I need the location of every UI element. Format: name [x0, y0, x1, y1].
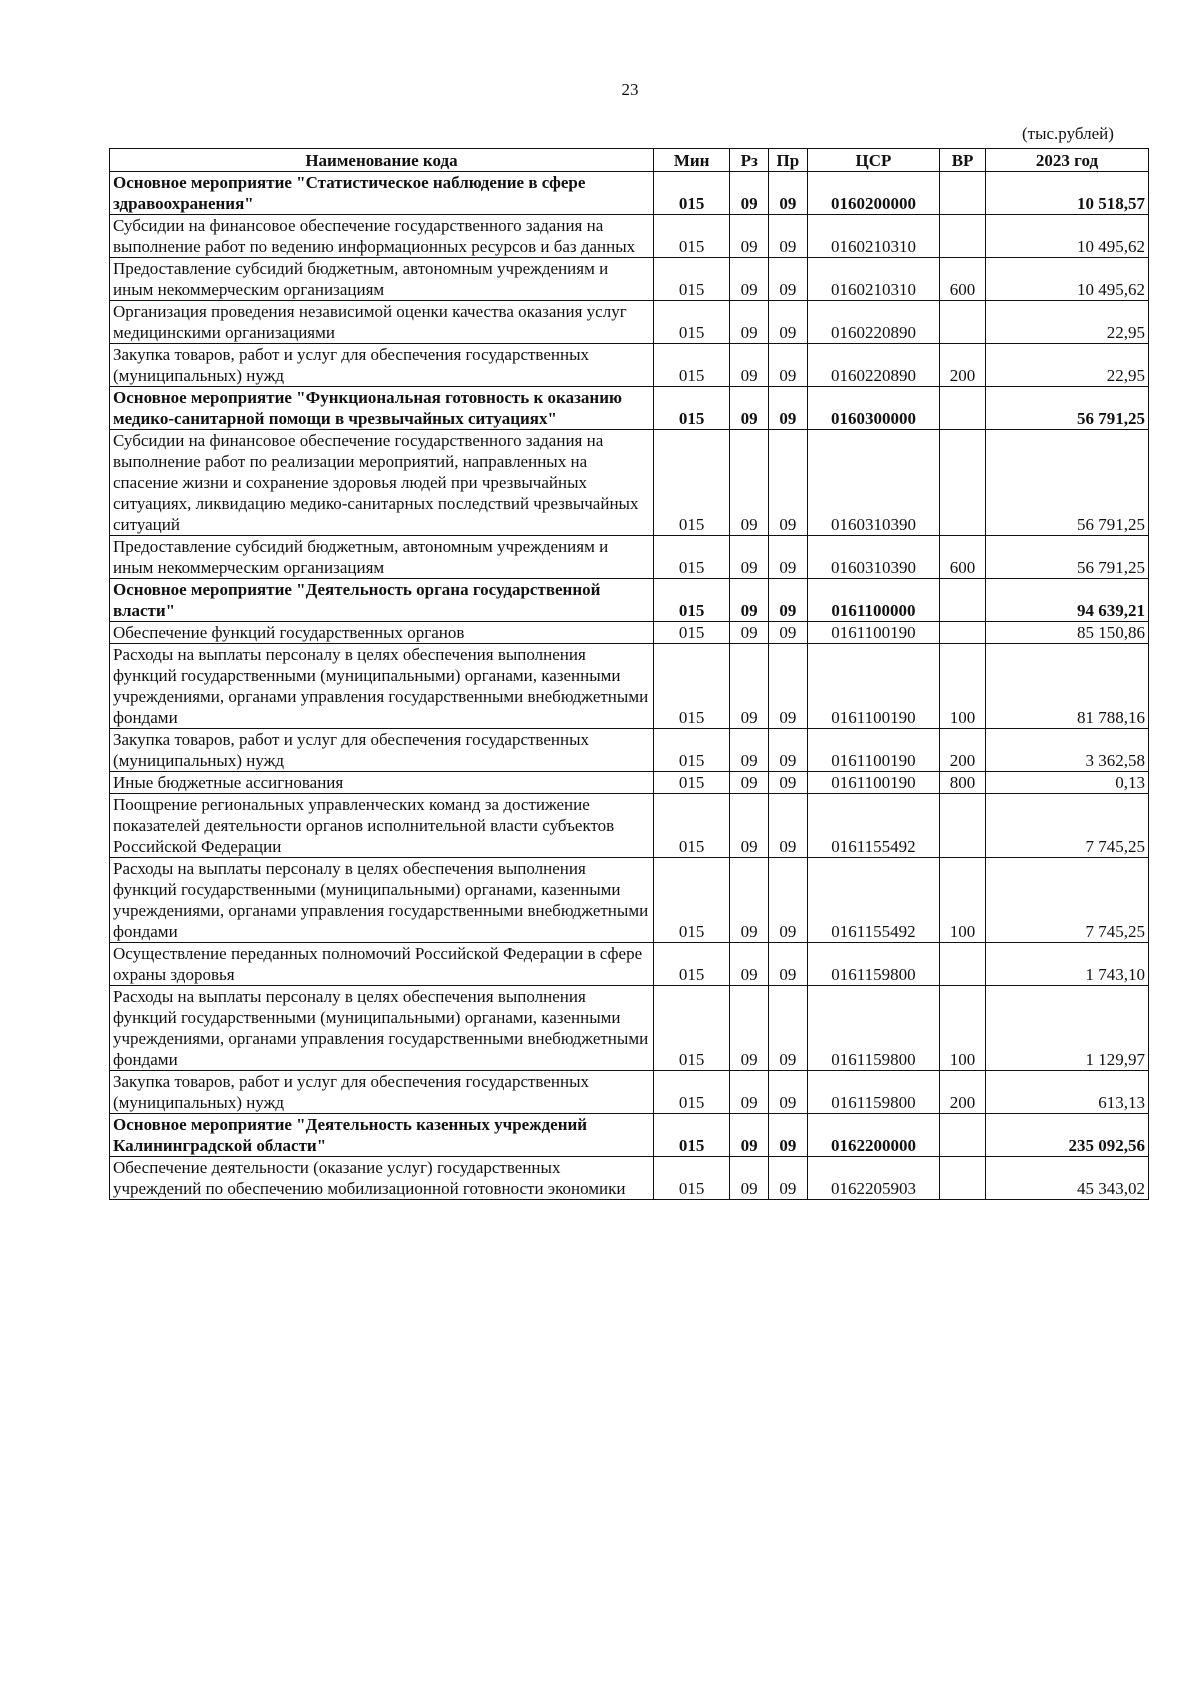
cell-pr: 09: [769, 1157, 808, 1200]
cell-amount: 7 745,25: [985, 794, 1148, 858]
cell-amount: 56 791,25: [985, 387, 1148, 430]
cell-amount: 22,95: [985, 344, 1148, 387]
cell-vr: [940, 387, 986, 430]
cell-csr: 0161100190: [807, 622, 939, 644]
cell-vr: [940, 215, 986, 258]
table-row: [110, 1071, 1149, 1114]
cell-csr: 0160300000: [807, 387, 939, 430]
table-row: [110, 344, 1149, 387]
cell-pr: 09: [769, 622, 808, 644]
header-name: Наименование кода: [110, 149, 654, 172]
cell-pr: 09: [769, 794, 808, 858]
cell-min: 015: [653, 536, 729, 579]
cell-rz: 09: [730, 858, 769, 943]
cell-amount: 10 518,57: [985, 172, 1148, 215]
cell-rz: 09: [730, 1157, 769, 1200]
cell-csr: 0161100190: [807, 772, 939, 794]
cell-name: Закупка товаров, работ и услуг для обеспечения государственных (муниципальных) нужд: [110, 1071, 654, 1114]
cell-min: 015: [653, 430, 729, 536]
cell-pr: 09: [769, 430, 808, 536]
table-row: [110, 858, 1149, 943]
cell-vr: 800: [940, 772, 986, 794]
cell-rz: 09: [730, 943, 769, 986]
cell-vr: 600: [940, 536, 986, 579]
cell-vr: 200: [940, 1071, 986, 1114]
cell-rz: 09: [730, 986, 769, 1071]
cell-csr: 0161159800: [807, 943, 939, 986]
cell-pr: 09: [769, 729, 808, 772]
cell-min: 015: [653, 794, 729, 858]
cell-name: Организация проведения независимой оценки качества оказания услуг медицинскими организациями: [110, 301, 654, 344]
table-row: [110, 729, 1149, 772]
cell-pr: 09: [769, 579, 808, 622]
cell-min: 015: [653, 622, 729, 644]
cell-rz: 09: [730, 387, 769, 430]
cell-rz: 09: [730, 344, 769, 387]
table-row: [110, 644, 1149, 729]
cell-pr: 09: [769, 215, 808, 258]
cell-name: Расходы на выплаты персоналу в целях обеспечения выполнения функций государственными (муниципальными) органами, казенными учреждениями, органами управления государственными внебюджетными фондами: [110, 858, 654, 943]
cell-rz: 09: [730, 1071, 769, 1114]
cell-rz: 09: [730, 579, 769, 622]
cell-csr: 0160210310: [807, 215, 939, 258]
cell-pr: 09: [769, 1114, 808, 1157]
table-row: [110, 430, 1149, 536]
cell-vr: [940, 301, 986, 344]
cell-vr: [940, 430, 986, 536]
cell-name: Основное мероприятие "Деятельность органа государственной власти": [110, 579, 654, 622]
table-row: [110, 579, 1149, 622]
cell-min: 015: [653, 387, 729, 430]
cell-amount: 7 745,25: [985, 858, 1148, 943]
header-csr: ЦСР: [807, 149, 939, 172]
cell-vr: 600: [940, 258, 986, 301]
cell-min: 015: [653, 1157, 729, 1200]
cell-csr: 0162205903: [807, 1157, 939, 1200]
cell-amount: 1 129,97: [985, 986, 1148, 1071]
cell-pr: 09: [769, 943, 808, 986]
cell-csr: 0162200000: [807, 1114, 939, 1157]
table-row: [110, 1157, 1149, 1200]
cell-rz: 09: [730, 644, 769, 729]
cell-amount: 85 150,86: [985, 622, 1148, 644]
table-row: [110, 172, 1149, 215]
table-header-row: [110, 149, 1149, 172]
cell-pr: 09: [769, 644, 808, 729]
cell-name: Закупка товаров, работ и услуг для обеспечения государственных (муниципальных) нужд: [110, 344, 654, 387]
units-label: (тыс.рублей): [1022, 124, 1114, 143]
cell-csr: 0161155492: [807, 858, 939, 943]
cell-vr: 100: [940, 644, 986, 729]
cell-name: Расходы на выплаты персоналу в целях обеспечения выполнения функций государственными (муниципальными) органами, казенными учреждениями, органами управления государственными внебюджетными фондами: [110, 986, 654, 1071]
cell-min: 015: [653, 172, 729, 215]
cell-csr: 0160220890: [807, 344, 939, 387]
cell-min: 015: [653, 579, 729, 622]
cell-name: Обеспечение функций государственных органов: [110, 622, 654, 644]
header-vr: ВР: [940, 149, 986, 172]
cell-vr: [940, 1114, 986, 1157]
table-row: [110, 387, 1149, 430]
cell-min: 015: [653, 644, 729, 729]
cell-amount: 1 743,10: [985, 943, 1148, 986]
cell-rz: 09: [730, 215, 769, 258]
table-row: [110, 536, 1149, 579]
cell-csr: 0161159800: [807, 986, 939, 1071]
cell-vr: 100: [940, 858, 986, 943]
cell-rz: 09: [730, 622, 769, 644]
header-min: Мин: [653, 149, 729, 172]
cell-rz: 09: [730, 430, 769, 536]
cell-pr: 09: [769, 258, 808, 301]
cell-vr: [940, 943, 986, 986]
budget-table: [109, 148, 1149, 1200]
cell-csr: 0161155492: [807, 794, 939, 858]
cell-min: 015: [653, 1071, 729, 1114]
cell-min: 015: [653, 344, 729, 387]
cell-rz: 09: [730, 772, 769, 794]
cell-min: 015: [653, 943, 729, 986]
cell-name: Основное мероприятие "Деятельность казенных учреждений Калининградской области": [110, 1114, 654, 1157]
cell-name: Предоставление субсидий бюджетным, автономным учреждениям и иным некоммерческим организациям: [110, 258, 654, 301]
cell-csr: 0161100190: [807, 729, 939, 772]
cell-pr: 09: [769, 344, 808, 387]
table-row: [110, 943, 1149, 986]
cell-vr: 100: [940, 986, 986, 1071]
cell-pr: 09: [769, 1071, 808, 1114]
cell-amount: 81 788,16: [985, 644, 1148, 729]
table-row: [110, 258, 1149, 301]
cell-rz: 09: [730, 536, 769, 579]
cell-min: 015: [653, 858, 729, 943]
cell-amount: 22,95: [985, 301, 1148, 344]
cell-csr: 0161100190: [807, 644, 939, 729]
cell-name: Поощрение региональных управленческих команд за достижение показателей деятельности органов исполнительной власти субъектов Российской Федерации: [110, 794, 654, 858]
cell-name: Предоставление субсидий бюджетным, автономным учреждениям и иным некоммерческим организациям: [110, 536, 654, 579]
cell-amount: 56 791,25: [985, 430, 1148, 536]
cell-min: 015: [653, 301, 729, 344]
cell-min: 015: [653, 729, 729, 772]
cell-name: Субсидии на финансовое обеспечение государственного задания на выполнение работ по ведению информационных ресурсов и баз данных: [110, 215, 654, 258]
cell-rz: 09: [730, 729, 769, 772]
table-row: [110, 215, 1149, 258]
cell-pr: 09: [769, 301, 808, 344]
cell-csr: 0160200000: [807, 172, 939, 215]
cell-amount: 56 791,25: [985, 536, 1148, 579]
cell-amount: 3 362,58: [985, 729, 1148, 772]
cell-csr: 0160310390: [807, 536, 939, 579]
cell-vr: 200: [940, 729, 986, 772]
cell-name: Основное мероприятие "Статистическое наблюдение в сфере здравоохранения": [110, 172, 654, 215]
table-row: [110, 622, 1149, 644]
cell-csr: 0160220890: [807, 301, 939, 344]
cell-vr: [940, 622, 986, 644]
cell-name: Осуществление переданных полномочий Российской Федерации в сфере охраны здоровья: [110, 943, 654, 986]
cell-pr: 09: [769, 986, 808, 1071]
cell-pr: 09: [769, 772, 808, 794]
cell-name: Иные бюджетные ассигнования: [110, 772, 654, 794]
cell-vr: [940, 1157, 986, 1200]
cell-csr: 0160210310: [807, 258, 939, 301]
table-row: [110, 986, 1149, 1071]
cell-name: Закупка товаров, работ и услуг для обеспечения государственных (муниципальных) нужд: [110, 729, 654, 772]
cell-amount: 235 092,56: [985, 1114, 1148, 1157]
cell-rz: 09: [730, 301, 769, 344]
cell-amount: 10 495,62: [985, 258, 1148, 301]
header-pr: Пр: [769, 149, 808, 172]
header-rz: Рз: [730, 149, 769, 172]
cell-vr: [940, 579, 986, 622]
cell-name: Субсидии на финансовое обеспечение государственного задания на выполнение работ по реализации мероприятий, направленных на спасение жизни и сохранение здоровья людей при чрезвычайных ситуациях, ликвидацию медико-санитарных последствий чрезвычайных ситуаций: [110, 430, 654, 536]
cell-pr: 09: [769, 536, 808, 579]
cell-min: 015: [653, 258, 729, 301]
page-number: 23: [621, 80, 639, 99]
cell-min: 015: [653, 772, 729, 794]
cell-pr: 09: [769, 172, 808, 215]
table-row: [110, 794, 1149, 858]
cell-rz: 09: [730, 258, 769, 301]
cell-rz: 09: [730, 1114, 769, 1157]
cell-name: Расходы на выплаты персоналу в целях обеспечения выполнения функций государственными (муниципальными) органами, казенными учреждениями, органами управления государственными внебюджетными фондами: [110, 644, 654, 729]
cell-amount: 94 639,21: [985, 579, 1148, 622]
cell-csr: 0161100000: [807, 579, 939, 622]
header-year: 2023 год: [985, 149, 1148, 172]
table-body: [110, 172, 1149, 1200]
cell-min: 015: [653, 215, 729, 258]
cell-amount: 10 495,62: [985, 215, 1148, 258]
cell-rz: 09: [730, 172, 769, 215]
cell-amount: 45 343,02: [985, 1157, 1148, 1200]
table-row: [110, 772, 1149, 794]
cell-pr: 09: [769, 858, 808, 943]
cell-csr: 0161159800: [807, 1071, 939, 1114]
cell-csr: 0160310390: [807, 430, 939, 536]
table-row: [110, 1114, 1149, 1157]
cell-min: 015: [653, 986, 729, 1071]
cell-amount: 0,13: [985, 772, 1148, 794]
cell-name: Обеспечение деятельности (оказание услуг) государственных учреждений по обеспечению мобилизационной готовности экономики: [110, 1157, 654, 1200]
cell-min: 015: [653, 1114, 729, 1157]
cell-vr: [940, 794, 986, 858]
cell-amount: 613,13: [985, 1071, 1148, 1114]
cell-rz: 09: [730, 794, 769, 858]
cell-pr: 09: [769, 387, 808, 430]
cell-name: Основное мероприятие "Функциональная готовность к оказанию медико-санитарной помощи в чрезвычайных ситуациях": [110, 387, 654, 430]
cell-vr: 200: [940, 344, 986, 387]
cell-vr: [940, 172, 986, 215]
table-row: [110, 301, 1149, 344]
